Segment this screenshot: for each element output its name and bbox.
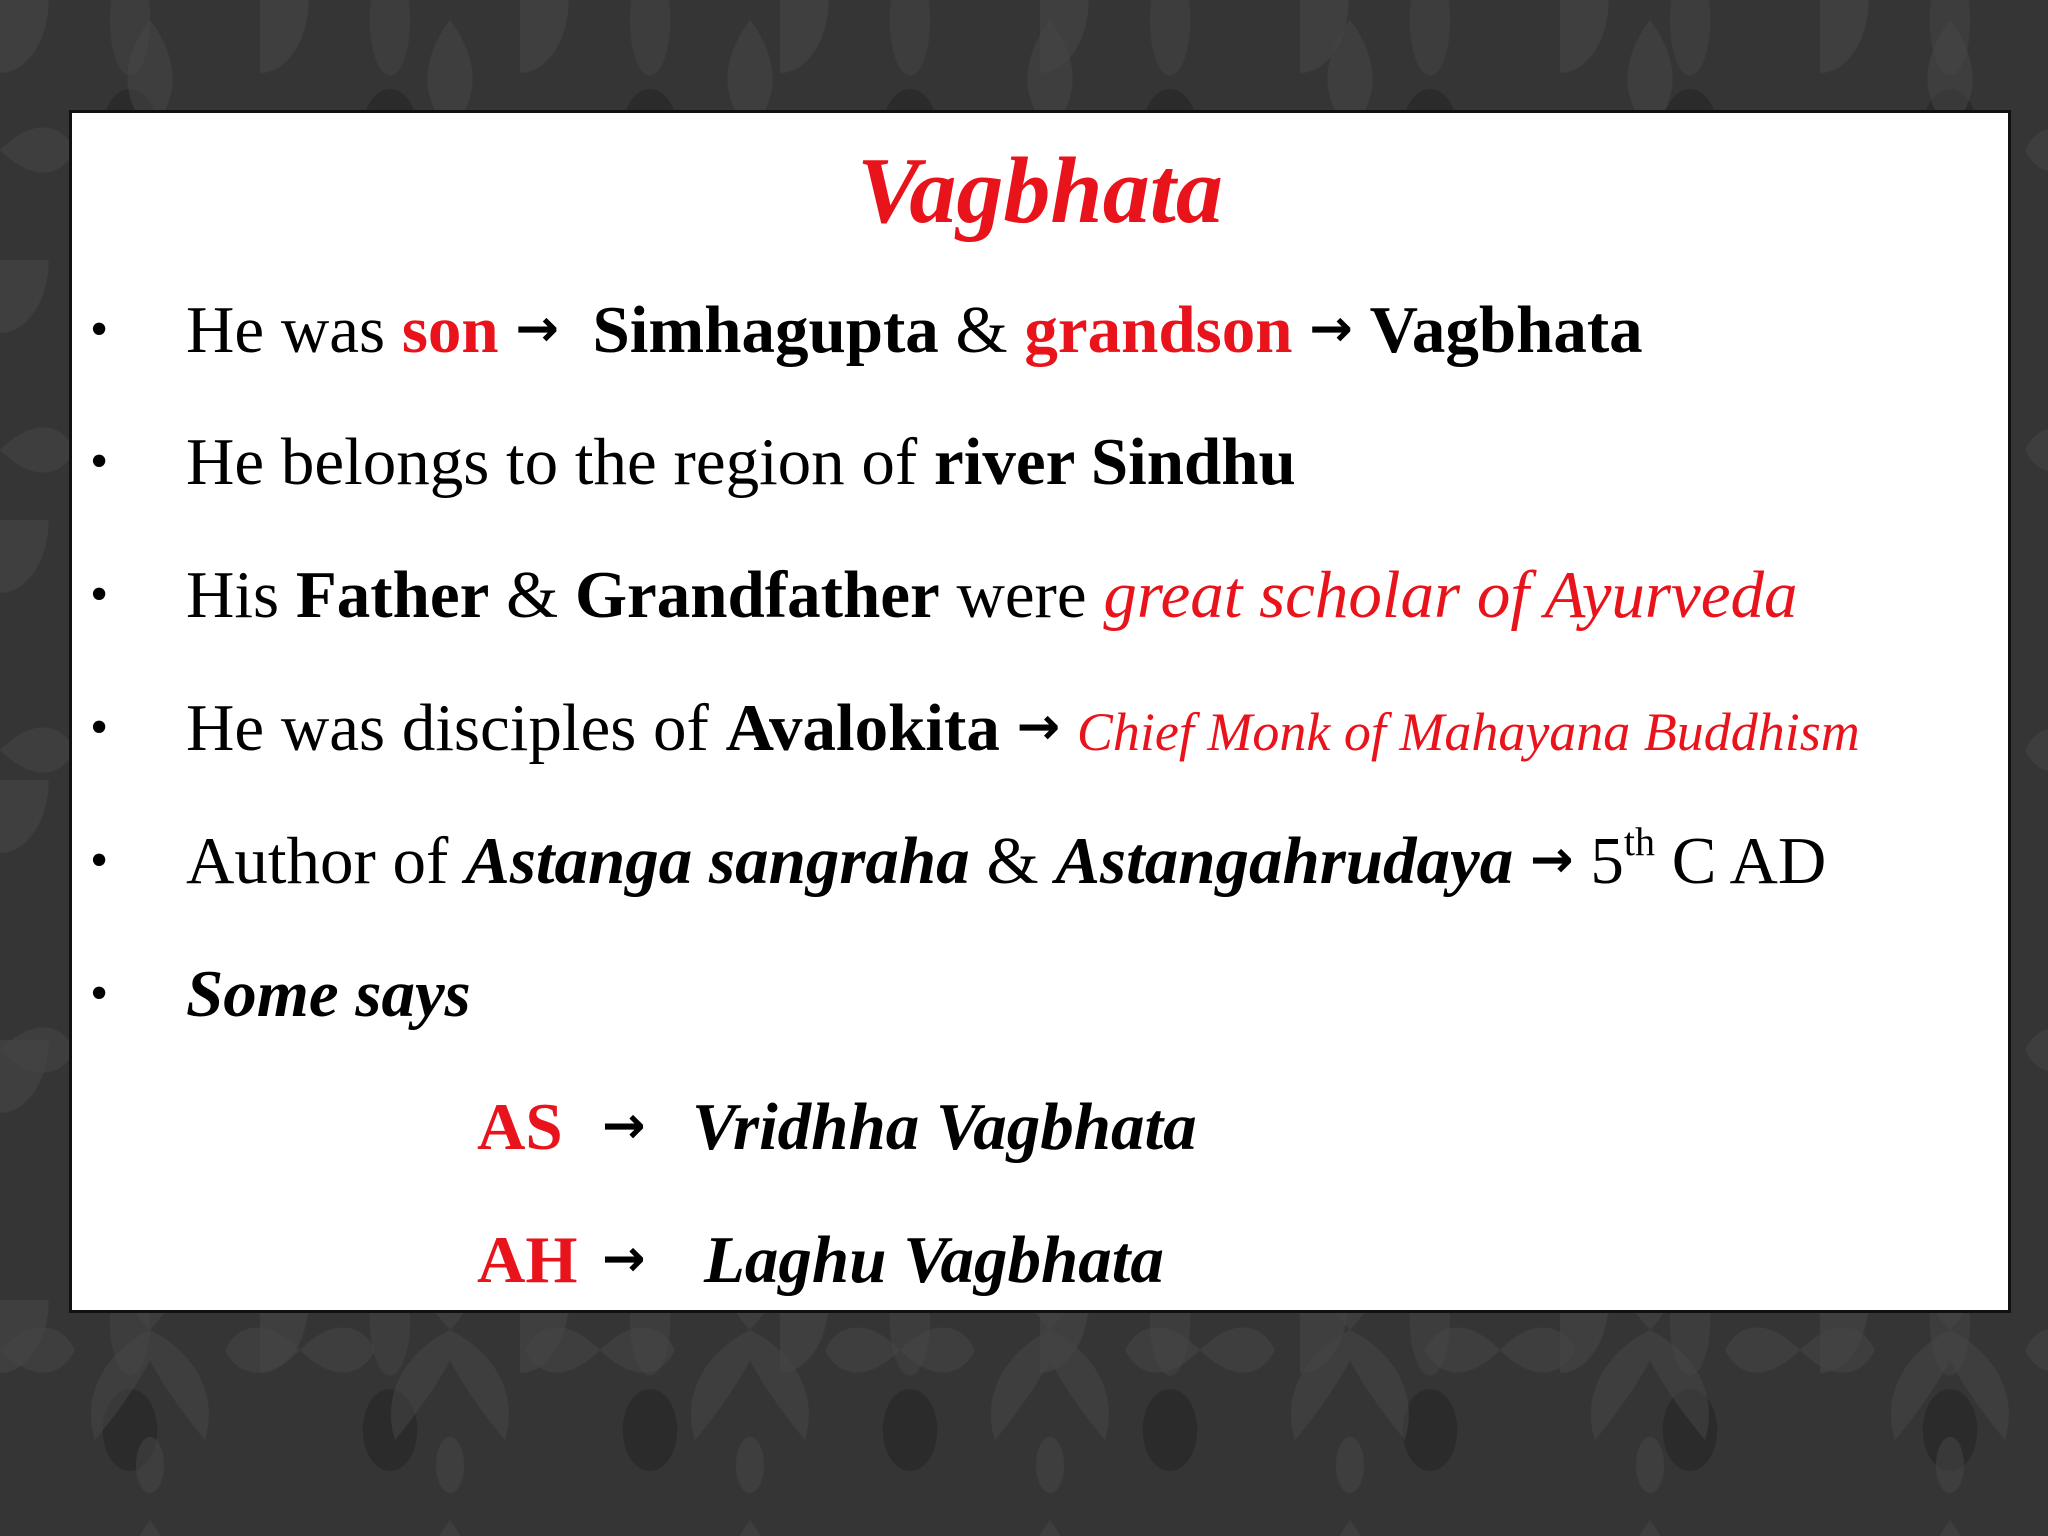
bullet-region (90, 425, 1296, 499)
bullet-dot: • (90, 566, 109, 623)
right-arrow-icon: → (602, 1096, 646, 1156)
right-arrow-icon: → (515, 299, 559, 359)
text-vridhha-vagbhata: Vridhha Vagbhata (692, 1090, 1197, 1164)
text-grandfather: Grandfather (574, 558, 940, 632)
text-abbr-ah: AH (477, 1223, 578, 1297)
text-laghu-vagbhata: Laghu Vagbhata (704, 1223, 1164, 1297)
sub-item-as (477, 1090, 1197, 1164)
text-astanga-sangraha: Astanga sangraha (465, 824, 970, 898)
slide-title: Vagbhata (857, 139, 1223, 243)
bullet-some-says (90, 957, 471, 1031)
text-avalokita: Avalokita (725, 691, 1000, 765)
text-plain: He was (186, 293, 402, 367)
text-amp: & (969, 824, 1056, 898)
text-plain: He belongs to the region of (186, 425, 934, 499)
text-father: Father (295, 558, 490, 632)
text-century-suffix: th (1623, 819, 1655, 864)
sub-item-ah (477, 1223, 1164, 1297)
bullet-dot: • (90, 301, 109, 358)
bullet-dot: • (90, 965, 109, 1022)
text-plain: His (186, 558, 296, 632)
text-century-number: 5 (1590, 824, 1624, 898)
text-simhagupta: Simhagupta (592, 293, 939, 367)
bullet-dot: • (90, 433, 109, 490)
text-great-scholar: great scholar of Ayurveda (1103, 558, 1798, 632)
right-arrow-icon: → (602, 1229, 646, 1289)
text-plain: Author of (186, 824, 466, 898)
text-grandson: grandson (1024, 293, 1293, 367)
text-some-says: Some says (186, 957, 471, 1031)
bullet-father (90, 558, 1798, 632)
text-river-sindhu: river Sindhu (934, 425, 1296, 499)
bullet-dot: • (90, 832, 109, 889)
text-plain: He was disciples of (186, 691, 726, 765)
right-arrow-icon: → (1016, 697, 1061, 757)
text-amp: & (938, 293, 1025, 367)
text-plain: were (939, 558, 1104, 632)
right-arrow-icon: → (1309, 299, 1353, 359)
text-chief-monk: Chief Monk of Mahayana Buddhism (1076, 702, 1860, 762)
text-abbr-as: AS (477, 1090, 563, 1164)
text-century-label: C AD (1655, 824, 1827, 898)
bullet-dot: • (90, 699, 109, 756)
right-arrow-icon: → (1530, 830, 1574, 890)
bullet-disciple (90, 691, 1860, 765)
text-vagbhata: Vagbhata (1369, 293, 1643, 367)
text-son: son (401, 293, 499, 367)
bullet-author (90, 819, 1827, 898)
bullet-lineage (90, 293, 1643, 367)
text-amp: & (489, 558, 575, 632)
slide-card (69, 110, 2011, 1313)
text-astangahrudaya: Astangahrudaya (1055, 824, 1514, 898)
